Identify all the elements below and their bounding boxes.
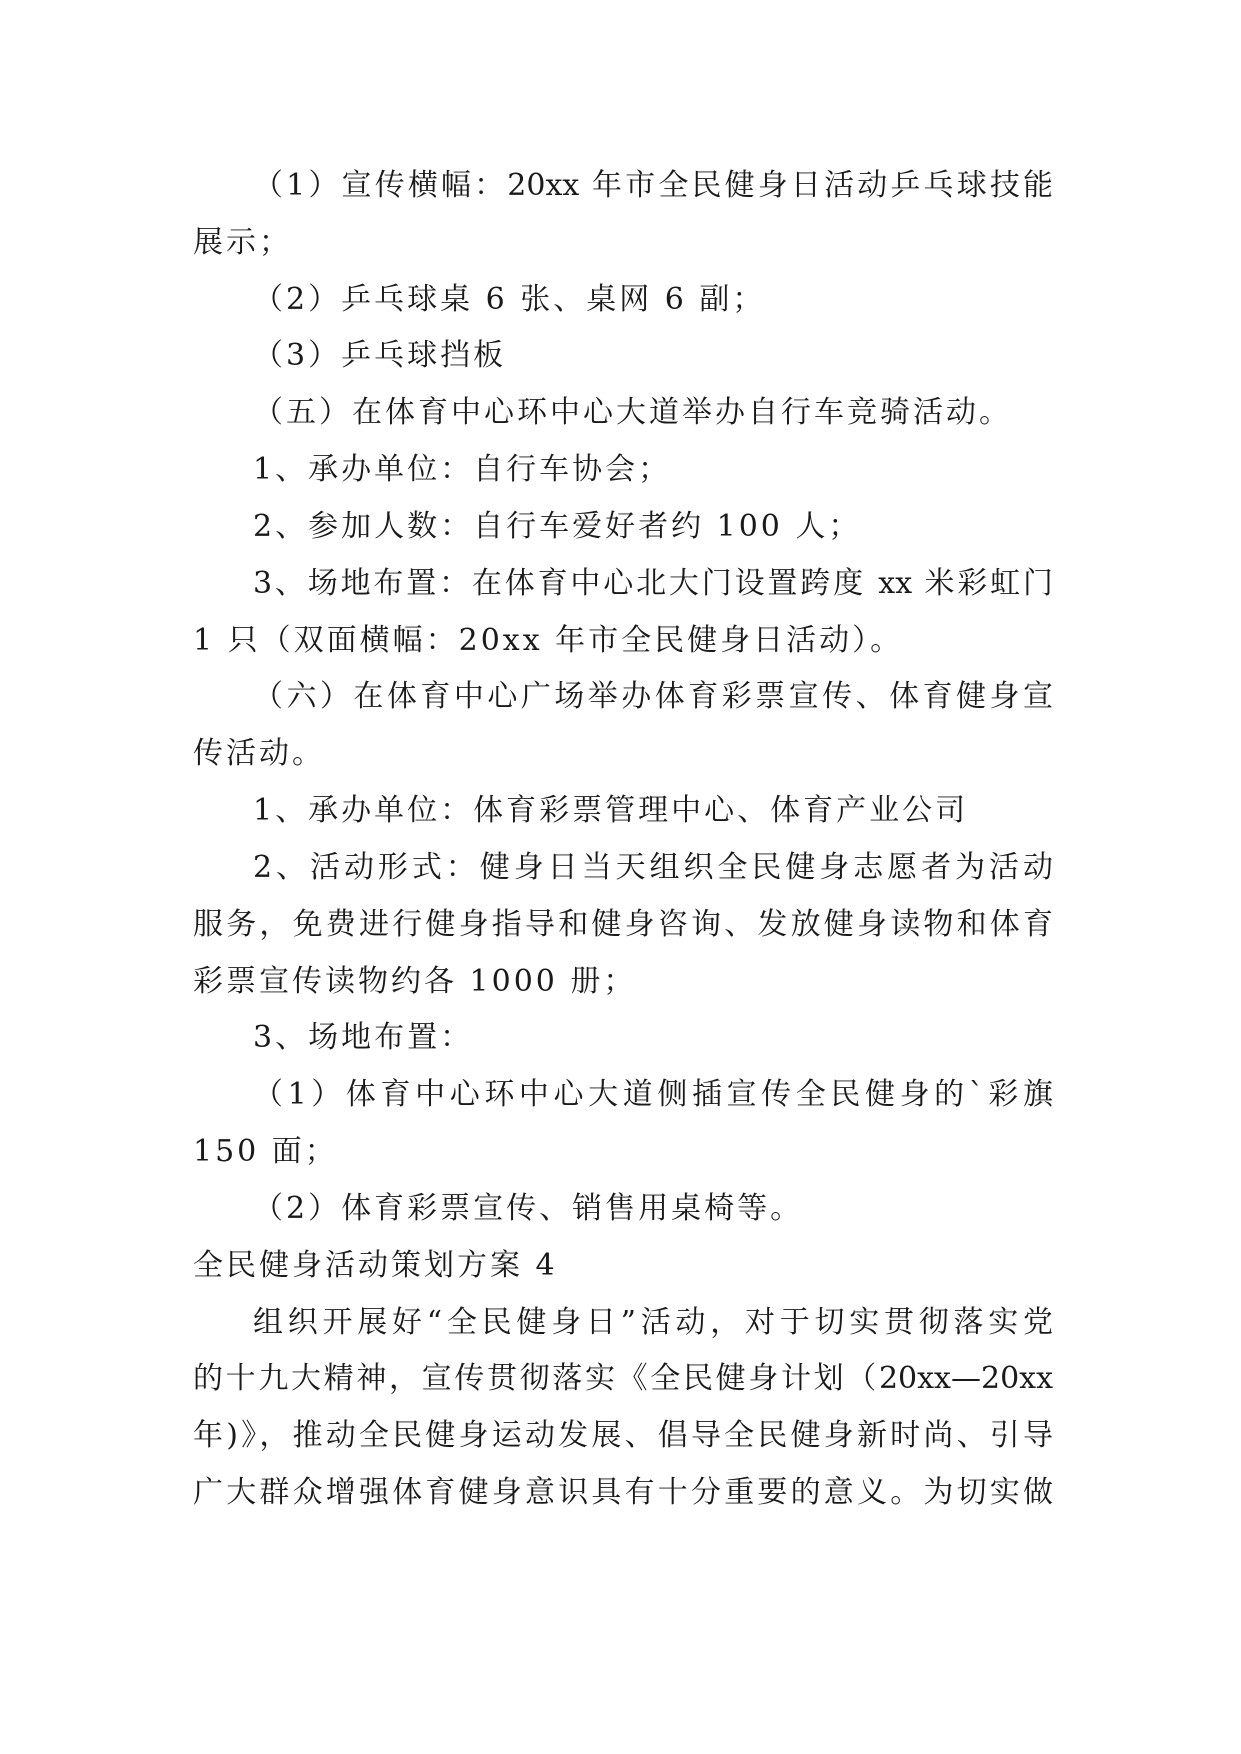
paragraph-line: （六）在体育中心广场举办体育彩票宣传、体育健身宣 [253, 679, 1053, 714]
paragraph-line: 1 只（双面横幅：20xx 年市全民健身日活动）。 [193, 623, 904, 658]
paragraph-line: （2）体育彩票宣传、销售用桌椅等。 [253, 1191, 804, 1226]
section-heading: 全民健身活动策划方案 4 [193, 1248, 558, 1283]
paragraph-line: 2、参加人数：自行车爱好者约 100 人； [253, 509, 862, 544]
paragraph-line: 服务，免费进行健身指导和健身咨询、发放健身读物和体育 [193, 907, 1053, 942]
paragraph-line: （五）在体育中心环中心大道举办自行车竞骑活动。 [253, 395, 1012, 430]
paragraph-line: 传活动。 [193, 736, 325, 771]
paragraph-line: 3、场地布置：在体育中心北大门设置跨度 xx 米彩虹门 [253, 566, 1053, 601]
paragraph-line: 年)》，推动全民健身运动发展、倡导全民健身新时尚、引导 [193, 1418, 1053, 1453]
paragraph-line: 展示； [193, 225, 292, 260]
paragraph-line: （1）体育中心环中心大道侧插宣传全民健身的`彩旗 [253, 1077, 1053, 1112]
paragraph-line: 2、活动形式：健身日当天组织全民健身志愿者为活动 [253, 850, 1053, 885]
paragraph-line: 3、场地布置： [253, 1020, 474, 1055]
paragraph-line: 广大群众增强体育健身意识具有十分重要的意义。为切实做 [193, 1475, 1053, 1510]
paragraph-line: （1）宣传横幅：20xx 年市全民健身日活动乒乓球技能 [253, 168, 1053, 203]
paragraph-line: （2）乒乓球桌 6 张、桌网 6 副； [253, 282, 766, 317]
paragraph-line: （3）乒乓球挡板 [253, 338, 507, 373]
paragraph-line: 1、承办单位：自行车协会； [253, 452, 672, 487]
paragraph-line: 彩票宣传读物约各 1000 册； [193, 964, 637, 999]
paragraph-line: 150 面； [193, 1134, 338, 1169]
paragraph-line: 1、承办单位：体育彩票管理中心、体育产业公司 [253, 793, 969, 828]
paragraph-line: 的十九大精神，宣传贯彻落实《全民健身计划（20xx—20xx [193, 1361, 1053, 1396]
paragraph-line: 组织开展好“全民健身日”活动，对于切实贯彻落实党 [253, 1305, 1053, 1340]
